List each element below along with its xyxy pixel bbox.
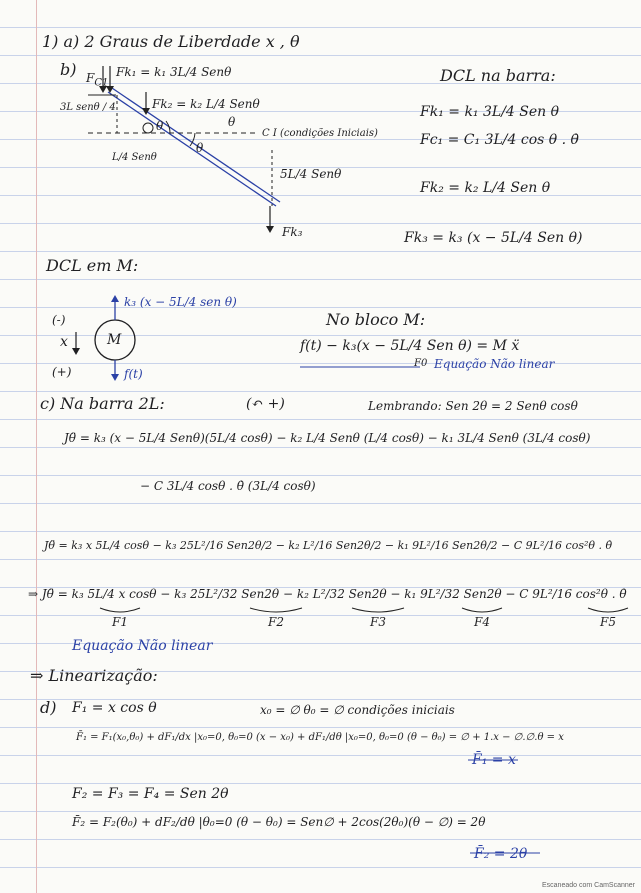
label-f4: F4 — [474, 615, 490, 629]
label-theta-1: θ — [156, 119, 164, 133]
f1-definition: F₁ = x cos θ — [72, 700, 157, 716]
label-f0: F0 — [414, 358, 428, 369]
item-c-nonlinear-note: Equação Não linear — [72, 638, 213, 654]
dcl-m-minus: (-) — [52, 313, 66, 327]
f1-linearized: F̄₁ = F₁(x₀,θ₀) + dF₁/dx |x₀=0, θ₀=0 (x − x₀) + dF₁/dθ |x₀=0, θ₀=0 (θ − θ₀) = ∅ + 1.x − ∅.∅.θ = x — [76, 732, 564, 743]
item-c-eq-2: Jθ̈ = k₃ x 5L/4 cosθ − k₃ 25L²/16 Sen2θ/2 − k₂ L²/16 Sen2θ/2 − k₁ 9L²/16 Sen2θ/2 − C 9L²/16 cos²θ . θ̇ — [44, 539, 613, 552]
dcl-m-mass: M — [107, 332, 122, 348]
f2-f3-f4-definition: F₂ = F₃ = F₄ = Sen 2θ — [72, 786, 229, 802]
dcl-barra-eq-1: Fk₁ = k₁ 3L/4 Sen θ — [420, 104, 560, 120]
dcl-barra-eq-3: Fk₂ = k₂ L/4 Sen θ — [420, 180, 551, 196]
dcl-m-spring-force: k₃ (x − 5L/4 sen θ) — [124, 295, 237, 309]
bloco-m-equation: f(t) − k₃(x − 5L/4 Sen θ) = M ẍ — [300, 338, 520, 354]
initial-conditions: x₀ = ∅ θ₀ = ∅ condições iniciais — [260, 703, 455, 717]
item-1a: 1) a) 2 Graus de Liberdade x , θ — [42, 32, 300, 51]
label-f3: F3 — [370, 615, 386, 629]
label-3l4: 3L senθ / 4 — [60, 102, 116, 113]
linearization-head: ⇒ Linearização: — [30, 666, 158, 685]
dcl-m-plus: (+) — [52, 365, 72, 379]
item-c-reminder: Lembrando: Sen 2θ = 2 Senθ cosθ — [368, 399, 578, 413]
dcl-m-title: DCL em M: — [46, 256, 139, 275]
f2-result: F̄₂ = 2θ — [474, 846, 528, 862]
item-c-eq-1b: − C 3L/4 cosθ . θ̇ (3L/4 cosθ) — [140, 479, 316, 493]
label-fc1: $F_{C1}$ — [86, 71, 109, 89]
label-5l4: 5L/4 Senθ — [280, 167, 342, 181]
label-l4: L/4 Senθ — [112, 152, 157, 163]
item-1b-label: b) — [60, 60, 77, 79]
item-d-label: d) — [40, 698, 57, 717]
f2-linearized: F̄₂ = F₂(θ₀) + dF₂/dθ |θ₀=0 (θ − θ₀) = Sen∅ + 2cos(2θ₀)(θ − ∅) = 2θ — [72, 815, 486, 829]
label-theta-3: θ — [196, 141, 204, 155]
label-fk3: Fk₃ — [282, 225, 303, 239]
label-f5: F5 — [600, 615, 616, 629]
item-c-eq-3: ⇒ Jθ̈ = k₃ 5L/4 x cosθ − k₃ 25L²/32 Sen2θ − k₂ L²/32 Sen2θ − k₁ 9L²/32 Sen2θ − C 9L²/16 cos²θ . θ̇ — [28, 587, 627, 601]
dcl-m-x: x — [60, 334, 68, 350]
label-f2: F2 — [268, 615, 284, 629]
dcl-barra-eq-2: Fc₁ = C₁ 3L/4 cos θ . θ̇ — [420, 132, 579, 148]
scanner-footer: Escaneado com CamScanner — [542, 882, 635, 889]
label-ci: C I (condições Iniciais) — [262, 128, 378, 139]
label-theta-2: θ — [228, 115, 236, 129]
item-c-head: c) Na barra 2L: — [40, 394, 165, 413]
label-fk2: Fk₂ = k₂ L/4 Senθ — [152, 97, 260, 111]
label-f1: F1 — [112, 615, 128, 629]
bloco-m-nonlinear-note: Equação Não linear — [434, 357, 555, 371]
dcl-barra-title: DCL na barra: — [440, 66, 556, 85]
dcl-m-external-force: f(t) — [124, 367, 143, 381]
label-fk1: Fk₁ = k₁ 3L/4 Senθ — [116, 65, 232, 79]
item-c-sign-convention: (↶ +) — [246, 396, 285, 412]
dcl-barra-eq-4: Fk₃ = k₃ (x − 5L/4 Sen θ) — [404, 230, 583, 246]
item-c-eq-1: Jθ̈ = k₃ (x − 5L/4 Senθ)(5L/4 cosθ) − k₂ L/4 Senθ (L/4 cosθ) − k₁ 3L/4 Senθ (3L/4 cosθ) — [64, 431, 591, 445]
f1-result: F̄₁ = x — [472, 752, 516, 768]
bloco-m-title: No bloco M: — [326, 310, 426, 329]
